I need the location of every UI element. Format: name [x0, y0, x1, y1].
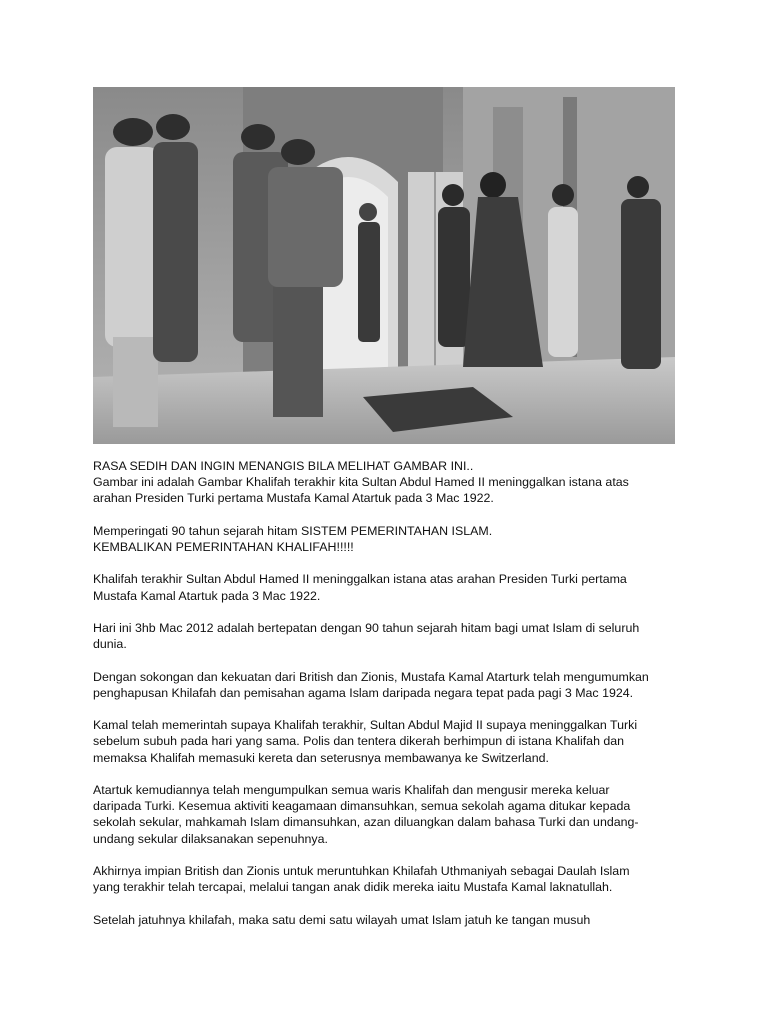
- paragraph-4: [93, 620, 683, 652]
- text-line: sekolah sekular, mahkamah Islam dimansuhkan, azan diluangkan dalam bahasa Turki dan undang-: [93, 815, 639, 830]
- text-line: Gambar ini adalah Gambar Khalifah terakhir kita Sultan Abdul Hamed II meninggalkan istana atas: [93, 475, 629, 490]
- text-line: memaksa Khalifah memasuki kereta dan seterusnya membawanya ke Switzerland.: [93, 750, 549, 765]
- text-line: Mustafa Kamal Atartuk pada 3 Mac 1922.: [93, 588, 321, 603]
- text-line: Kamal telah memerintah supaya Khalifah terakhir, Sultan Abdul Majid II supaya meninggalkan Turki: [93, 718, 638, 733]
- text-line: Dengan sokongan dan kekuatan dari British dan Zionis, Mustafa Kamal Atarturk telah mengumumkan: [93, 669, 649, 684]
- paragraph-1: [93, 458, 683, 507]
- text-line: penghapusan Khilafah dan pemisahan agama Islam daripada negara tepat pada pagi 3 Mac 1924.: [93, 685, 634, 700]
- text-line: Memperingati 90 tahun sejarah hitam SISTEM PEMERINTAHAN ISLAM.: [93, 523, 493, 538]
- paragraph-7: [93, 782, 683, 847]
- paragraph-2: [93, 523, 683, 555]
- photo-illustration: [93, 87, 675, 444]
- text-line: RASA SEDIH DAN INGIN MENANGIS BILA MELIHAT GAMBAR INI..: [93, 459, 474, 473]
- text-line: daripada Turki. Kesemua aktiviti keagamaan dimansuhkan, semua sekolah agama ditukar kepada: [93, 799, 631, 814]
- text-line: sebelum subuh pada hari yang sama. Polis dan tentera dikerah berhimpun di istana Khalifah dan: [93, 734, 625, 749]
- text-line: Atartuk kemudiannya telah mengumpulkan semua waris Khalifah dan mengusir mereka keluar: [93, 782, 610, 797]
- text-line: dunia.: [93, 637, 127, 652]
- paragraph-5: [93, 669, 683, 701]
- paragraph-6: [93, 717, 683, 766]
- text-line: KEMBALIKAN PEMERINTAHAN KHALIFAH!!!!!: [93, 540, 354, 554]
- text-line: Hari ini 3hb Mac 2012 adalah bertepatan dengan 90 tahun sejarah hitam bagi umat Islam di seluruh: [93, 620, 640, 635]
- text-line: yang terakhir telah tercapai, melalui tangan anak didik mereka iaitu Mustafa Kamal laknatullah.: [93, 880, 613, 895]
- text-line: Akhirnya impian British dan Zionis untuk meruntuhkan Khilafah Uthmaniyah sebagai Daulah Islam: [93, 863, 630, 878]
- paragraph-8: [93, 863, 683, 895]
- text-line: Setelah jatuhnya khilafah, maka satu demi satu wilayah umat Islam jatuh ke tangan musuh: [93, 912, 591, 927]
- text-line: arahan Presiden Turki pertama Mustafa Kamal Atartuk pada 3 Mac 1922.: [93, 491, 494, 506]
- paragraph-3: [93, 571, 683, 603]
- paragraph-9: [93, 912, 683, 928]
- historical-photo: [93, 87, 675, 444]
- text-line: undang sekular dilaksanakan sepenuhnya.: [93, 831, 328, 846]
- article-text: [93, 458, 683, 944]
- text-line: Khalifah terakhir Sultan Abdul Hamed II meninggalkan istana atas arahan Presiden Turki pertama: [93, 572, 627, 587]
